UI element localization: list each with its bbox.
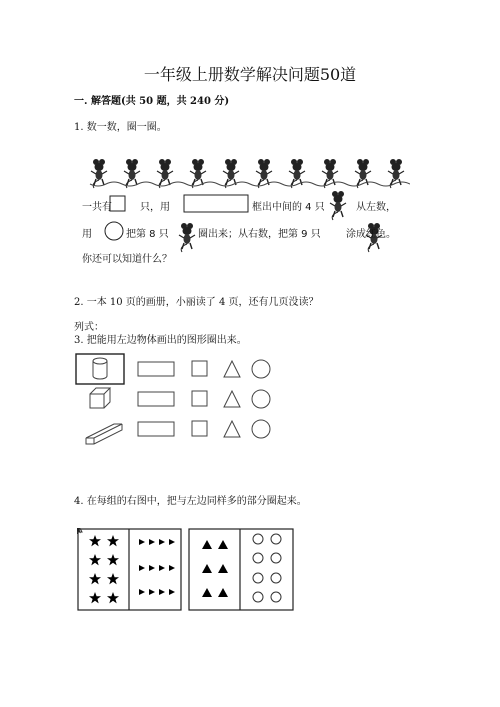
question-2-work: 列式： (74, 322, 104, 333)
cylinder-icon (93, 358, 107, 379)
square-shape[interactable] (192, 391, 207, 406)
q1-line1-c: 框出中间的 4 只 (252, 202, 325, 213)
q1-line3: 你还可以知道什么？ (82, 254, 172, 265)
circle-shape[interactable] (252, 420, 270, 438)
question-3-figure (74, 352, 284, 447)
section-heading: 一. 解答题(共 50 题，共 240 分) (74, 96, 230, 107)
question-4-figure (77, 528, 295, 612)
circle-icon (253, 534, 281, 602)
q1-line2-c: 圈出来；从右数，把第 9 只 (198, 229, 321, 240)
triangle-shape[interactable] (224, 361, 240, 377)
q1-line1-a: 一共有 (82, 202, 112, 213)
q1-line2-a: 用 (82, 229, 92, 240)
rectangle-shape[interactable] (138, 422, 174, 436)
cuboid-icon (86, 424, 122, 444)
answer-box-small[interactable] (110, 196, 125, 211)
question-3-label: 3. 把能用左边物体画出的图形圈出来。 (74, 335, 247, 346)
circle-shape[interactable] (252, 390, 270, 408)
frame-box (184, 195, 248, 212)
triangle-shape[interactable] (224, 391, 240, 407)
q1-line1-b: 只，用 (140, 202, 170, 213)
question-4-label: 4. 在每组的右图中，把与左边同样多的部分圈起来。 (74, 496, 307, 507)
rectangle-shape[interactable] (138, 392, 174, 406)
circle-shape (105, 222, 123, 240)
circle-shape[interactable] (252, 360, 270, 378)
q1-line1-d: 从左数， (356, 202, 396, 213)
rectangle-shape[interactable] (138, 362, 174, 376)
square-shape[interactable] (192, 361, 207, 376)
q1-line2-d: 涂成红色。 (346, 229, 396, 240)
cube-icon (90, 388, 110, 408)
page-title: 一年级上册数学解决问题50道 (143, 65, 357, 84)
triangle-shape[interactable] (224, 421, 240, 437)
square-shape[interactable] (192, 421, 207, 436)
question-1-label: 1. 数一数，圈一圈。 (74, 122, 167, 133)
q1-line2-b: 把第 8 只 (126, 229, 169, 240)
question-2-label: 2. 一本 10 页的画册，小丽读了 4 页，还有几页没读？ (74, 297, 319, 308)
